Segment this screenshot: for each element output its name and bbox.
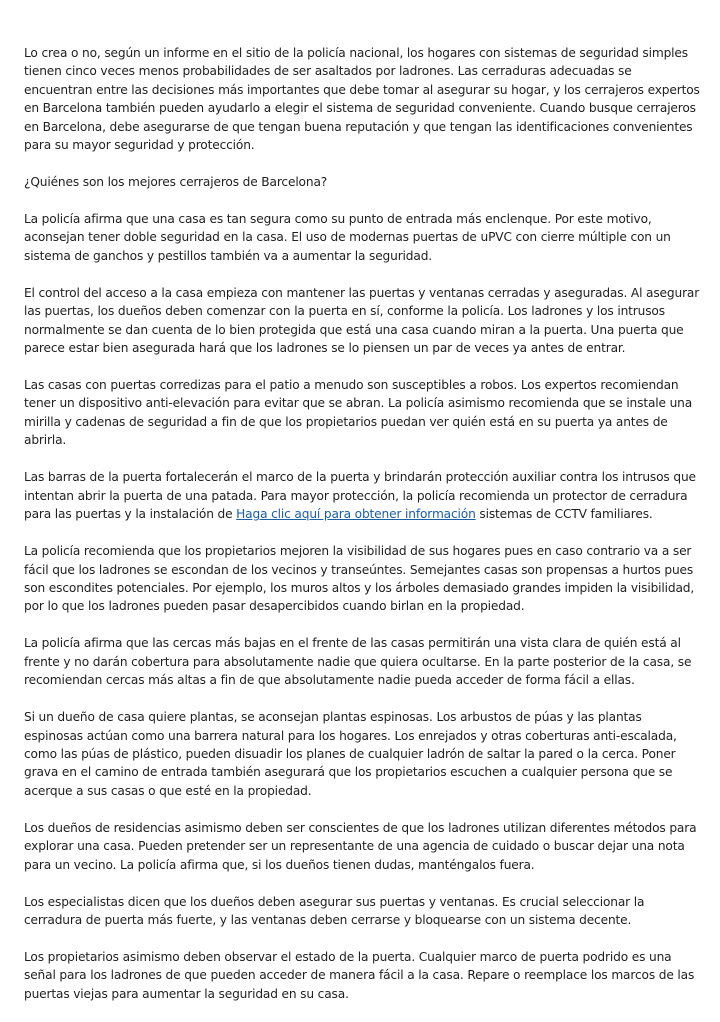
paragraph-door-bars	[24, 468, 700, 523]
info-link[interactable]: Haga clic aquí para obtener información	[236, 507, 476, 522]
paragraph-exploration: Los dueños de residencias asimismo deben ser conscientes de que los ladrones utilizan diferentes métodos para explorar una casa. Pueden pretender ser un representante de una agencia de cuidado o buscar dejar una nota para un vecino. La policía afirma que, si los dueños tienen dudas, manténgalos fuera.	[24, 820, 697, 872]
paragraph-specialists: Los especialistas dicen que los dueños deben asegurar sus puertas y ventanas. Es crucial seleccionar la cerradura de puerta más fuerte, y las ventanas deben cerrarse y bloquearse con un sistema decente.	[24, 894, 645, 927]
paragraph-question: ¿Quiénes son los mejores cerrajeros de Barcelona?	[24, 175, 328, 190]
paragraph-door-condition: Los propietarios asimismo deben observar el estado de la puerta. Cualquier marco de puerta podrido es una señal para los ladrones de que pueden acceder de manera fácil a la casa. Repare o reemplace los marcos de las puertas viejas para aumentar la seguridad en su casa.	[24, 949, 695, 1001]
paragraph-plants: Si un dueño de casa quiere plantas, se aconsejan plantas espinosas. Los arbustos de púas y las plantas espinosas actúan como una barrera natural para los hogares. Los enrejados y otras coberturas anti-escalada, como las púas de plástico, pueden disuadir los planes de cualquier ladrón de saltar la pared o la cerca. Poner grava en el camino de entrada también asegurará que los propietarios escuchen a cualquier persona que se acerque a sus casas o que esté en la propiedad.	[24, 710, 677, 798]
document-body	[24, 44, 700, 1022]
paragraph-entry-point: La policía afirma que una casa es tan segura como su punto de entrada más enclenque. Por este motivo, aconsejan tener doble seguridad en la casa. El uso de modernas puertas de uPVC con cierre múltiple con un sistema de ganchos y pestillos también va a aumentar la seguridad.	[24, 212, 671, 263]
paragraph-visibility: La policía recomienda que los propietarios mejoren la visibilidad de sus hogares pues en caso contrario va a ser fácil que los ladrones se escondan de los vecinos y transeúntes. Semejantes casas son propensas a hurtos pues son escondites potenciales. Por ejemplo, los muros altos y los árboles demasiado grandes impiden la visibilidad, por lo que los ladrones pueden pasar desapercibidos cuando birlan en la propiedad.	[24, 544, 695, 614]
paragraph-door-bars-text-before: Las barras de la puerta fortalecerán el marco de la puerta y brindarán protección auxiliar contra los intrusos que intentan abrir la puerta de una patada. Para mayor protección, la policía recomienda un protector de cerradura para las puertas y la instalación de	[24, 470, 696, 522]
paragraph-intro: Lo crea o no, según un informe en el sitio de la policía nacional, los hogares con sistemas de seguridad simples tienen cinco veces menos probabilidades de ser asaltados por ladrones. Las cerraduras adecuadas se encuentran entre las decisiones más importantes que debe tomar al asegurar su hogar, y los cerrajeros expertos en Barcelona también pueden ayudarlo a elegir el sistema de seguridad conveniente. Cuando busque cerrajeros en Barcelona, debe asegurarse de que tengan buena reputación y que tengan las identificaciones convenientes para su mayor seguridad y protección.	[24, 46, 700, 153]
paragraph-fences: La policía afirma que las cercas más bajas en el frente de las casas permitirán una vista clara de quién está al frente y no darán cobertura para absolutamente nadie que quiera ocultarse. En la parte posterior de la casa, se recomiendan cercas más altas a fin de que absolutamente nadie pueda acceder de forma fácil a ellas.	[24, 636, 692, 688]
paragraph-sliding-doors: Las casas con puertas corredizas para el patio a menudo son susceptibles a robos. Los expertos recomiendan tener un dispositivo anti-elevación para evitar que se abran. La policía asimismo recomienda que se instale una mirilla y cadenas de seguridad a fin de que los propietarios puedan ver quién está en su puerta ya antes de abrirla.	[24, 378, 693, 448]
paragraph-access-control: El control del acceso a la casa empieza con mantener las puertas y ventanas cerradas y aseguradas. Al asegurar las puertas, los dueños deben comenzar con la puerta en sí, conforme la policía. Los ladrones y los intrusos normalmente se dan cuenta de lo bien protegida que está una casa cuando miran a la puerta. Una puerta que parece estar bien asegurada hará que los ladrones se lo piensen un par de veces ya antes de entrar.	[24, 285, 700, 356]
paragraph-door-bars-text-after: sistemas de CCTV familiares.	[475, 507, 653, 522]
